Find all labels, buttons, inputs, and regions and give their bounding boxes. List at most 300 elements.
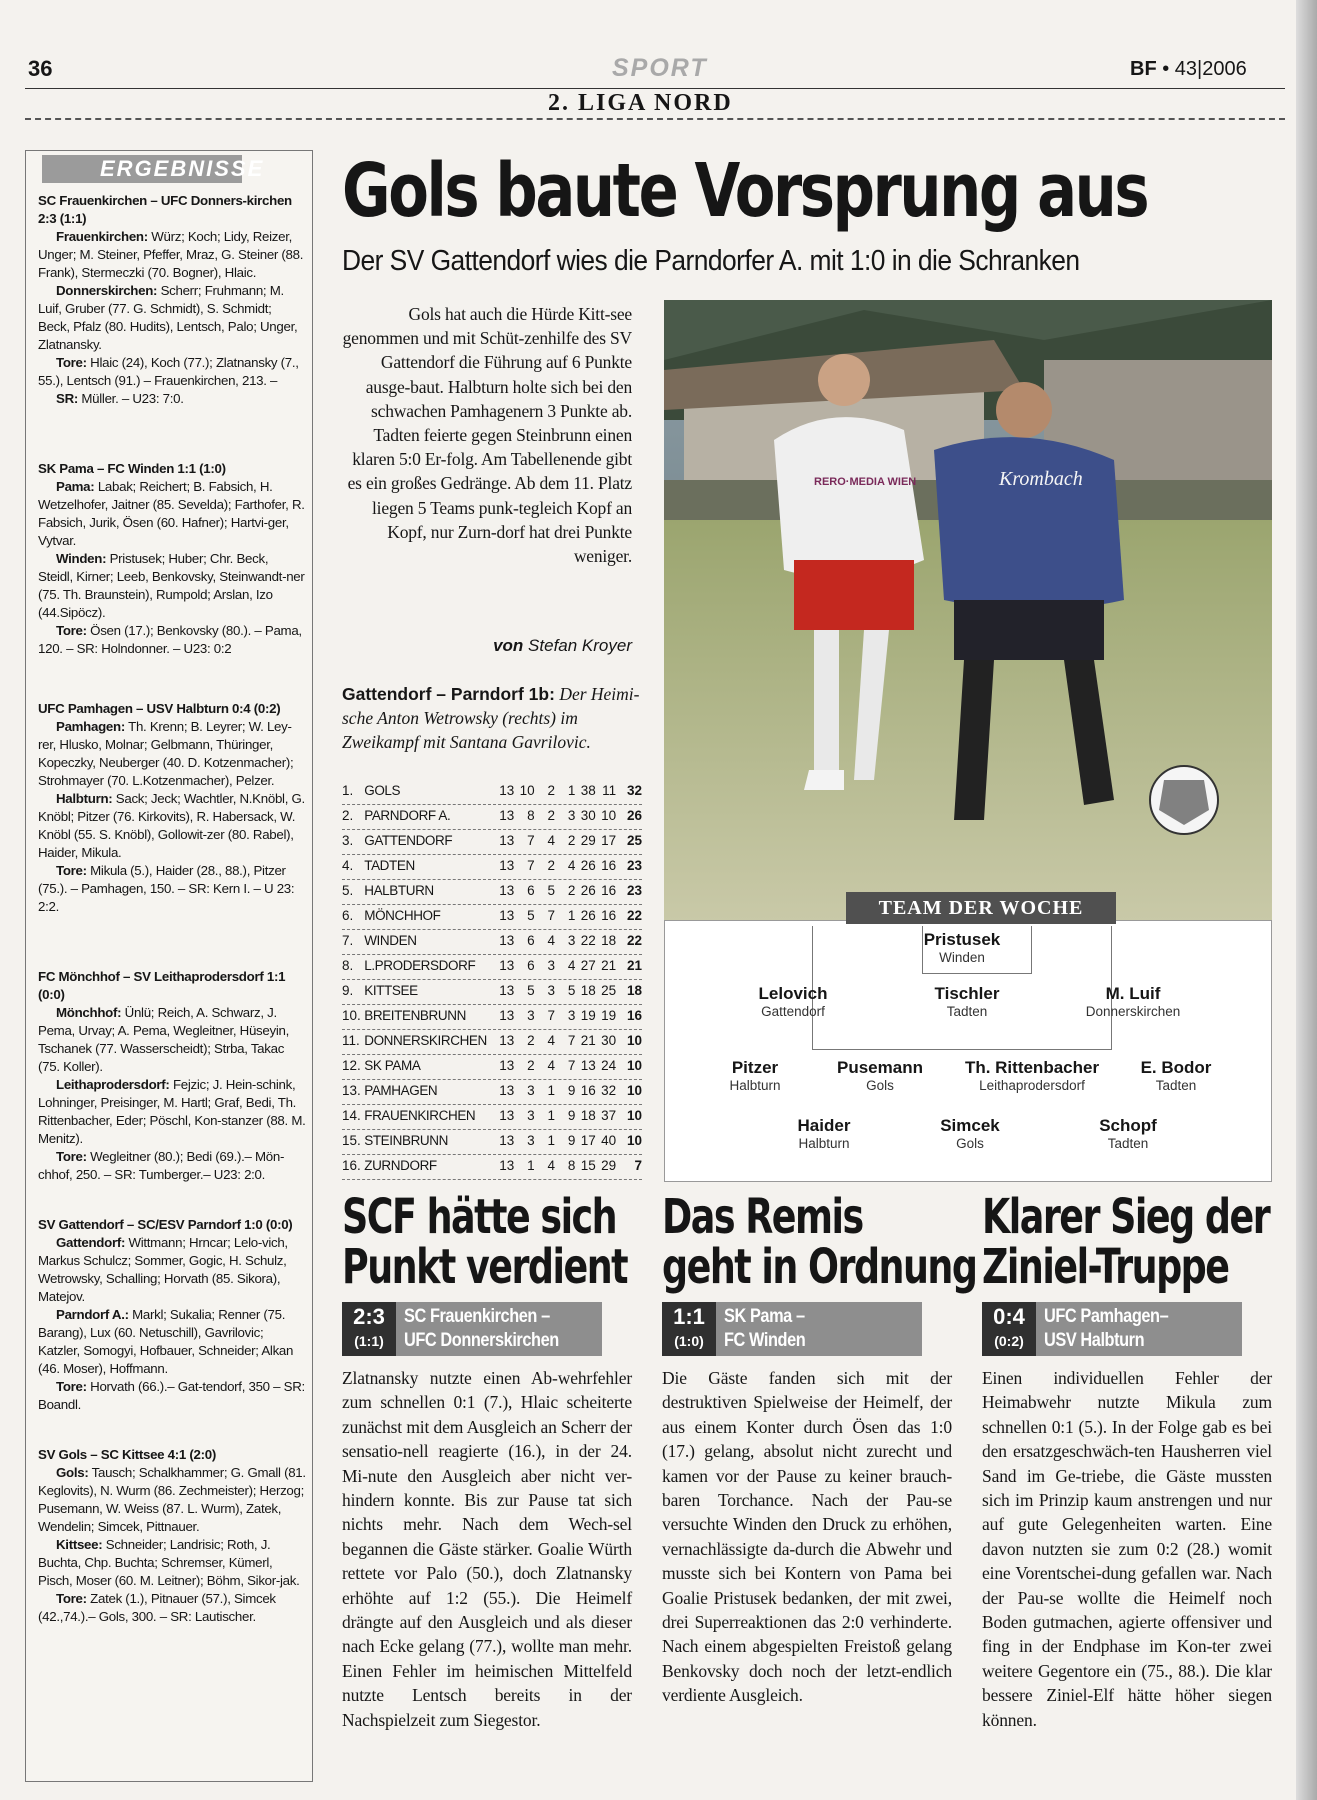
result-line-label: Pamhagen: — [56, 719, 125, 734]
result-line-text: Müller. – U23: 7:0. — [78, 391, 184, 406]
table-cell-pts: 7 — [634, 1158, 643, 1173]
report-text: Zlatnansky nutzte einen Ab-wehrfehler zum schnellen 0:1 (7.), Hlaic scheiterte zunächst mit dem Ausgleich an Scherr der sensatio-nell reagierte (16.), in der 24. Mi-nute den Ausgleich aber nicht ver-hindern konnte. Bis zur Pause tat sich nichts mehr. Nach dem Wech-sel begannen die Gäste stärker. Goalie Würth rettete vor Palo (50.), doch Zlatnansky erhöhte auf 1:2 (55.). Die Heimelf drängte auf den Ausgleich und als dieser nach Ecke gelang (77.), wollte man mehr. Einen Fehler im heimischen Mittelfeld nutzte Lentsch bereits in der Nachspielzeit zum Siegestor. — [342, 1368, 632, 1730]
table-cell-gf: 22 — [580, 933, 596, 948]
player-name: Th. Rittenbacher — [964, 1058, 1100, 1077]
report-score: 1:1 — [673, 1304, 705, 1329]
table-cell-pts: 22 — [626, 933, 643, 948]
table-cell-pos: 4. — [342, 858, 354, 873]
table-cell-gf: 13 — [580, 1058, 596, 1073]
table-cell-pts: 25 — [626, 833, 643, 848]
table-cell-pts: 10 — [626, 1133, 643, 1148]
result-line-text: Mikula (5.), Haider (28., 88.), Pitzer (75.). – Pamhagen, 150. – SR: Kern I. – U 23: 2:2. — [38, 863, 295, 914]
article-lead: Gols hat auch die Hürde Kitt-see genommen und mit Schüt-zenhilfe des SV Gattendorf die Führung auf 6 Punkte ausge-baut. Halbturn holte sich bei den schwachen Pamhagenern 3 Punkte ab. Tadten feierte gegen Steinbrunn einen klaren 5:0 Er-folg. Am Tabellenende gibt es ein großes Gedränge. Ab dem 11. Platz liegen 5 Teams punk-tegleich Kopf an Kopf, nur Zurn-dorf hat drei Punkte weniger. — [342, 304, 632, 567]
report-halftime: (1:1) — [354, 1333, 384, 1349]
report-score-box — [662, 1302, 716, 1356]
result-line — [38, 1076, 306, 1148]
player-club: Gattendorf — [761, 1004, 825, 1019]
table-cell-pts: 26 — [626, 808, 643, 823]
result-line-text: Fejzic; J. Hein-schink, Lohninger, Preisinger, M. Hartl; Graf, Bedi, Th. Rittenbacher, Eder; Pöschl, Kon-stanzer (88. M. Menitz). — [38, 1077, 306, 1146]
table-cell-pos: 5. — [342, 883, 354, 898]
result-line-text: Scherr; Fruhmann; M. Luif, Gruber (77. G. Schmidt), S. Schmidt; Beck, Pfalz (80. Hudits), Lentsch, Palo; Unger, Zlatnansky. — [38, 283, 298, 352]
table-cell-gf: 38 — [580, 783, 596, 798]
result-block — [38, 700, 306, 916]
report-score-bar — [982, 1302, 1242, 1356]
result-line-label: Tore: — [56, 1149, 87, 1164]
result-line-text: Th. Krenn; B. Leyrer; W. Ley-rer, Hlusko, Molnar; Gelbmann, Thüringer, Kopeczky, Neuberger (40. D. Kotzenmacher); Strohmayer (70. L.Kotzenmacher), Pelzer. — [38, 719, 294, 788]
table-cell-w: 3 — [527, 1133, 535, 1148]
report-score-box — [342, 1302, 396, 1356]
table-cell-l: 2 — [567, 833, 576, 848]
table-cell-ga: 10 — [601, 808, 617, 823]
player-club: Tadten — [946, 1004, 988, 1019]
result-line-label: SR: — [56, 391, 78, 406]
table-cell-gf: 21 — [580, 1033, 596, 1048]
table-cell-d: 3 — [547, 958, 555, 973]
table-cell-pts: 10 — [626, 1058, 643, 1073]
table-cell-pos: 12. — [342, 1058, 361, 1073]
table-cell-w: 8 — [527, 808, 535, 823]
table-cell-ga: 24 — [601, 1058, 617, 1073]
table-cell-l: 2 — [567, 883, 576, 898]
table-cell-gf: 26 — [580, 908, 596, 923]
table-cell-w: 6 — [527, 883, 535, 898]
table-cell-pos: 8. — [342, 958, 354, 973]
table-cell-p: 13 — [499, 1108, 515, 1123]
result-line — [38, 862, 306, 916]
result-line — [38, 390, 306, 408]
report-score: 2:3 — [353, 1304, 385, 1329]
table-cell-pos: 10. — [342, 1008, 361, 1023]
table-cell-p: 13 — [499, 808, 515, 823]
report-headline-line1: Das Remis — [662, 1189, 863, 1245]
result-title: SK Pama – FC Winden 1:1 (1:0) — [38, 461, 226, 476]
table-row — [342, 830, 642, 855]
table-cell-d: 3 — [547, 983, 555, 998]
result-line-text: Schneider; Landrisic; Roth, J. Buchta, Chp. Buchta; Schremser, Kümerl, Pisch, Moser (60. M. Leitner); Böhm, Sikor-jak. — [38, 1537, 300, 1588]
report-text: Die Gäste fanden sich mit der destruktiven Spielweise der Heimelf, der aus einem Konter durch Ösen das 1:0 (17.) gelang, absolut nicht zurecht und kamen vor der Pause zu keiner brauch-baren Torchance. Nach der Pau-se versuchte Winden den Druck zu erhöhen, vernachlässigte da-durch die Abwehr und musste sich bei Kontern von Pama bei Goalie Pristusek bedanken, der mit zwei, drei Superreaktionen das 2:0 verhinderte. Nach einem abgespielten Freistoß gelang Benkovsky doch noch der letzt-endlich verdiente Ausgleich. — [662, 1368, 952, 1706]
result-line — [38, 1536, 306, 1590]
result-line — [38, 354, 306, 390]
table-cell-w: 2 — [527, 1058, 535, 1073]
table-cell-w: 5 — [527, 983, 535, 998]
table-cell-pts: 23 — [626, 858, 643, 873]
table-row — [342, 1005, 642, 1030]
result-line-label: Halbturn: — [56, 791, 113, 806]
results-heading: ERGEBNISSE — [42, 155, 242, 183]
table-cell-ga: 11 — [602, 783, 617, 798]
table-row — [342, 1130, 642, 1155]
issue-label — [1130, 58, 1247, 81]
table-cell-pos: 7. — [342, 933, 354, 948]
table-cell-d: 4 — [547, 1158, 555, 1173]
result-title: SC Frauenkirchen – UFC Donners-kirchen 2:3 (1:1) — [38, 193, 292, 226]
table-cell-pos: 15. — [342, 1133, 361, 1148]
table-cell-p: 13 — [499, 1058, 515, 1073]
player-name: Pusemann — [837, 1058, 923, 1077]
table-cell-team: FRAUENKIRCHEN — [364, 1108, 476, 1123]
player-club: Gols — [866, 1078, 894, 1093]
table-cell-gf: 18 — [580, 983, 596, 998]
table-row — [342, 780, 642, 805]
result-line — [38, 228, 306, 282]
table-row — [342, 955, 642, 980]
result-line — [38, 282, 306, 354]
article-subhead: Der SV Gattendorf wies die Parndorfer A. mit 1:0 in die Schranken — [342, 245, 1080, 277]
table-cell-gf: 19 — [580, 1008, 596, 1023]
result-line-label: Winden: — [56, 551, 107, 566]
team-player — [890, 1116, 1050, 1151]
table-cell-gf: 16 — [580, 1083, 596, 1098]
result-line — [38, 550, 306, 622]
team-der-woche-title: TEAM DER WOCHE — [846, 892, 1116, 924]
result-line-label: Tore: — [56, 623, 87, 638]
report-score-bar — [662, 1302, 922, 1356]
result-line — [38, 1378, 306, 1414]
caption-text: Der Heimi-sche Anton Wetrowsky (rechts) im Zweikampf mit Santana Gavrilovic. — [342, 684, 640, 752]
report-team-2: UFC Donnerskirchen — [404, 1330, 559, 1351]
result-line — [38, 718, 306, 790]
table-cell-pts: 10 — [626, 1083, 643, 1098]
table-cell-team: WINDEN — [364, 933, 417, 948]
table-cell-team: PARNDORF A. — [364, 808, 451, 823]
result-line — [38, 478, 306, 550]
table-cell-ga: 30 — [601, 1033, 617, 1048]
table-cell-gf: 26 — [580, 858, 596, 873]
table-cell-l: 7 — [567, 1033, 576, 1048]
table-cell-pts: 22 — [626, 908, 643, 923]
result-line-text: Wittmann; Hrncar; Lelo-vich, Markus Schulcz; Sommer, Gogic, H. Schulz, Wetrowsky, Schalling; Horvath (85. Sikora), Matejov. — [38, 1235, 288, 1304]
result-line-text: Horvath (66.).– Gat-tendorf, 350 – SR: Boandl. — [38, 1379, 305, 1412]
player-name: Schopf — [1099, 1116, 1157, 1135]
table-cell-d: 1 — [547, 1083, 555, 1098]
result-line — [38, 1004, 306, 1076]
result-line-text: Hlaic (24), Koch (77.); Zlatnansky (7., 55.), Lentsch (91.) – Frauenkirchen, 213. – — [38, 355, 299, 388]
result-title: FC Mönchhof – SV Leithaprodersdorf 1:1 (0:0) — [38, 969, 286, 1002]
table-cell-w: 10 — [519, 783, 535, 798]
table-cell-l: 3 — [567, 1008, 576, 1023]
table-row — [342, 1030, 642, 1055]
result-line — [38, 1148, 306, 1184]
table-cell-p: 13 — [499, 833, 515, 848]
table-cell-l: 1 — [567, 783, 576, 798]
table-cell-w: 6 — [527, 958, 535, 973]
result-line-text: Sack; Jeck; Wachtler, N.Knöbl, G. Knöbl; Pitzer (76. Kirkovits), R. Habersack, W. Knöbl (55. S. Knöbl), Gollowit-zer (80. Rabel), Haider, Mikula. — [38, 791, 305, 860]
table-cell-team: PAMHAGEN — [364, 1083, 438, 1098]
report-headline-line2: Punkt verdient — [342, 1239, 628, 1295]
byline-prefix: von — [493, 636, 524, 655]
table-cell-pos: 9. — [342, 983, 354, 998]
report-headline-line1: Klarer Sieg der — [982, 1189, 1270, 1245]
report-team-2: FC Winden — [724, 1330, 806, 1351]
result-line — [38, 1306, 306, 1378]
team-player — [1048, 1116, 1208, 1151]
page-edge — [1296, 0, 1317, 1800]
table-cell-d: 4 — [547, 933, 555, 948]
table-cell-pts: 23 — [626, 883, 643, 898]
team-player — [1053, 984, 1213, 1019]
table-cell-pts: 32 — [626, 783, 643, 798]
team-player — [1096, 1058, 1256, 1093]
result-line — [38, 1590, 306, 1626]
table-cell-team: SK PAMA — [364, 1058, 421, 1073]
player-club: Halbturn — [729, 1078, 781, 1093]
table-cell-gf: 30 — [580, 808, 596, 823]
report-teams — [404, 1305, 559, 1353]
table-cell-w: 5 — [527, 908, 535, 923]
result-line-label: Tore: — [56, 863, 87, 878]
team-player — [713, 984, 873, 1019]
sponsor-right-text: Krombach — [999, 468, 1083, 490]
table-cell-w: 1 — [527, 1158, 535, 1173]
table-cell-d: 7 — [547, 908, 555, 923]
result-line — [38, 1464, 306, 1536]
table-cell-l: 3 — [567, 933, 576, 948]
table-cell-p: 13 — [499, 1083, 515, 1098]
table-row — [342, 1055, 642, 1080]
result-line-text: Labak; Reichert; B. Fabsich, H. Wetzelhofer, Jaitner (85. Sevelda); Farthofer, R. Fabsich, Jurik, Ösen (60. Hafner); Hartvi-ger, Vytvar. — [38, 479, 305, 548]
publication-name: BF — [1130, 58, 1157, 80]
result-line-label: Mönchhof: — [56, 1005, 122, 1020]
article-headline: Gols baute Vorsprung aus — [342, 148, 1148, 234]
table-cell-p: 13 — [499, 983, 515, 998]
table-cell-p: 13 — [499, 958, 515, 973]
result-block — [38, 968, 306, 1184]
table-cell-gf: 18 — [580, 1108, 596, 1123]
player-name: M. Luif — [1105, 984, 1161, 1003]
table-cell-w: 7 — [527, 833, 535, 848]
report-score-bar — [342, 1302, 602, 1356]
table-cell-d: 1 — [547, 1108, 555, 1123]
report-headline-line1: SCF hätte sich — [342, 1189, 617, 1245]
table-cell-pts: 10 — [626, 1033, 643, 1048]
table-cell-team: L.PRODERSDORF — [364, 958, 476, 973]
page-number: 36 — [28, 56, 53, 81]
table-cell-team: BREITENBRUNN — [364, 1008, 466, 1023]
table-cell-team: DONNERSKIRCHEN — [364, 1033, 487, 1048]
table-row — [342, 1105, 642, 1130]
table-cell-w: 3 — [527, 1083, 535, 1098]
result-block — [38, 1216, 306, 1414]
table-row — [342, 805, 642, 830]
table-cell-w: 7 — [527, 858, 535, 873]
table-cell-gf: 26 — [580, 883, 596, 898]
result-line-label: Gols: — [56, 1465, 89, 1480]
player-club: Tadten — [1107, 1136, 1149, 1151]
result-title: UFC Pamhagen – USV Halbturn 0:4 (0:2) — [38, 701, 281, 716]
table-cell-pos: 2. — [342, 808, 354, 823]
result-line-text: Tausch; Schalkhammer; G. Gmall (81. Keglovits), N. Wurm (86. Zechmeister); Herzog; Pusemann, W. Weiss (87. L. Wurm), Zatek, Wendelin; Simcek, Pittnauer. — [38, 1465, 306, 1534]
photo-caption — [342, 682, 642, 754]
table-cell-l: 8 — [567, 1158, 576, 1173]
table-cell-pos: 13. — [342, 1083, 361, 1098]
table-cell-ga: 16 — [601, 908, 617, 923]
issue-number: • 43|2006 — [1162, 58, 1247, 80]
table-cell-ga: 32 — [601, 1083, 617, 1098]
table-cell-pos: 16. — [342, 1158, 361, 1173]
table-cell-ga: 18 — [601, 933, 617, 948]
table-cell-d: 4 — [547, 833, 555, 848]
player-club: Winden — [939, 950, 985, 965]
table-cell-p: 13 — [499, 908, 515, 923]
table-cell-team: TADTEN — [364, 858, 415, 873]
result-line-label: Tore: — [56, 1379, 87, 1394]
result-line-label: Donnerskirchen: — [56, 283, 158, 298]
table-cell-l: 4 — [567, 858, 576, 873]
result-line-text: Ünlü; Reich, A. Schwarz, J. Pema, Urvay; A. Pema, Wegleitner, Hüseyin, Tschanek (77. Wasserscheidt); Strba, Takac (75. Koller). — [38, 1005, 289, 1074]
table-cell-pts: 18 — [626, 983, 643, 998]
result-line-text: Zatek (1.), Pitnauer (57.), Simcek (42.,74.).– Gols, 300. – SR: Lautischer. — [38, 1591, 276, 1624]
result-line-label: Parndorf A.: — [56, 1307, 129, 1322]
table-cell-ga: 21 — [601, 958, 617, 973]
player-name: E. Bodor — [1140, 1058, 1212, 1077]
report-halftime: (0:2) — [994, 1333, 1024, 1349]
table-cell-p: 13 — [499, 1158, 515, 1173]
result-line-label: Frauenkirchen: — [56, 229, 148, 244]
report-teams — [724, 1305, 805, 1353]
report-headline-line2: Ziniel-Truppe — [982, 1239, 1229, 1295]
table-cell-p: 13 — [499, 783, 515, 798]
result-line-label: Leithaprodersdorf: — [56, 1077, 170, 1092]
table-cell-p: 13 — [499, 1133, 515, 1148]
result-line — [38, 790, 306, 862]
table-row — [342, 855, 642, 880]
section-label: SPORT — [612, 54, 708, 82]
result-line-text: Pristusek; Huber; Chr. Beck, Steidl, Kirner; Leeb, Benkovsky, Steinwandt-ner (75. Th. Braunstein), Rumpold; Arslan, Izo (44.Sipöcz). — [38, 551, 305, 620]
table-cell-d: 7 — [547, 1008, 555, 1023]
table-cell-team: STEINBRUNN — [364, 1133, 448, 1148]
table-row — [342, 1155, 642, 1180]
table-cell-l: 9 — [567, 1133, 576, 1148]
table-cell-ga: 29 — [601, 1158, 617, 1173]
table-cell-l: 1 — [567, 908, 576, 923]
player-name: Lelovich — [758, 984, 828, 1003]
table-cell-ga: 19 — [601, 1008, 617, 1023]
table-cell-pos: 11. — [342, 1033, 360, 1048]
report-score-box — [982, 1302, 1036, 1356]
table-cell-w: 6 — [527, 933, 535, 948]
table-cell-ga: 16 — [601, 883, 617, 898]
table-cell-team: HALBTURN — [364, 883, 434, 898]
byline — [342, 636, 632, 656]
table-cell-p: 13 — [499, 1033, 515, 1048]
table-cell-d: 2 — [547, 808, 555, 823]
match-photo — [664, 300, 1272, 922]
team-player — [952, 1058, 1112, 1093]
result-block — [38, 1446, 306, 1626]
table-cell-ga: 17 — [601, 833, 617, 848]
rubric: 2. LIGA NORD — [548, 90, 733, 116]
table-cell-p: 13 — [499, 883, 515, 898]
table-cell-pos: 3. — [342, 833, 354, 848]
player-club: Halbturn — [798, 1136, 850, 1151]
result-line-label: Pama: — [56, 479, 95, 494]
result-line — [38, 1234, 306, 1306]
table-cell-pts: 16 — [626, 1008, 643, 1023]
table-cell-team: GOLS — [364, 783, 401, 798]
header-rule — [25, 88, 1285, 89]
header-dashed-rule — [25, 118, 1285, 120]
team-player — [887, 984, 1047, 1019]
table-cell-pts: 21 — [626, 958, 643, 973]
table-row — [342, 930, 642, 955]
result-line-text: Markl; Sukalia; Renner (75. Barang), Lux (60. Netuschill), Gavrilovic; Katzler, Somogyi, Hofbauer, Schneider; Alkan (46. Moser), Hoffmann. — [38, 1307, 294, 1376]
table-cell-ga: 16 — [601, 858, 617, 873]
result-line-text: Würz; Koch; Lidy, Reizer, Unger; M. Steiner, Pfeffer, Mraz, G. Steiner (88. Frank), Stermeczki (70. Bogner), Hlaic. — [38, 229, 304, 280]
table-cell-w: 3 — [527, 1008, 535, 1023]
table-cell-w: 3 — [527, 1108, 535, 1123]
table-cell-pts: 10 — [626, 1108, 643, 1123]
player-name: Simcek — [940, 1116, 1000, 1135]
result-line-label: Kittsee: — [56, 1537, 103, 1552]
report-team-2: USV Halbturn — [1044, 1330, 1145, 1351]
table-cell-l: 5 — [567, 983, 576, 998]
table-row — [342, 905, 642, 930]
table-row — [342, 880, 642, 905]
report-team-1: UFC Pamhagen– — [1044, 1306, 1169, 1327]
player-name: Pitzer — [731, 1058, 779, 1077]
league-table — [342, 780, 642, 1180]
team-player — [744, 1116, 904, 1151]
result-line-text: Ösen (17.); Benkovsky (80.). – Pama, 120. – SR: Holndonner. – U23: 0:2 — [38, 623, 302, 656]
table-cell-ga: 40 — [601, 1133, 617, 1148]
table-cell-gf: 15 — [580, 1158, 596, 1173]
table-cell-team: MÖNCHHOF — [364, 908, 441, 923]
table-cell-p: 13 — [499, 933, 515, 948]
table-cell-d: 2 — [547, 783, 555, 798]
table-cell-pos: 6. — [342, 908, 354, 923]
table-cell-d: 2 — [547, 858, 555, 873]
player-club: Donnerskirchen — [1085, 1004, 1181, 1019]
report-teams — [1044, 1305, 1168, 1353]
table-cell-pos: 14. — [342, 1108, 361, 1123]
table-cell-l: 9 — [567, 1108, 576, 1123]
table-cell-team: GATTENDORF — [364, 833, 453, 848]
team-player — [882, 930, 1042, 965]
player-club: Leithaprodersdorf — [979, 1078, 1085, 1093]
report-team-1: SC Frauenkirchen – — [404, 1306, 550, 1327]
player-name: Tischler — [934, 984, 1000, 1003]
table-cell-l: 4 — [567, 958, 576, 973]
table-cell-p: 13 — [499, 858, 515, 873]
report-score: 0:4 — [993, 1304, 1025, 1329]
player-name: Haider — [797, 1116, 851, 1135]
report-halftime: (1:0) — [674, 1333, 704, 1349]
table-cell-gf: 27 — [580, 958, 596, 973]
table-cell-d: 1 — [547, 1133, 555, 1148]
result-title: SV Gattendorf – SC/ESV Parndorf 1:0 (0:0) — [38, 1217, 293, 1232]
report-text: Einen individuellen Fehler der Heimabwehr nutzte Mikula zum schnellen 0:1 (5.). In der Folge gab es bei den ersatzgeschwäch-ten Hausherren viel Sand im Ge-triebe, die Gäste mussten sich im Prinzip kaum anstrengen und nur auf gute Gelegenheiten warten. Eine davon nutzten sie zum 0:2 (28.) womit eine Vorentschei-dung gefallen war. Nach der Pau-se wollte die Heimelf noch Boden gutmachen, agierte offensiver und fing in der Endphase im Kon-ter zwei weitere Gegentore ein (75., 88.). Die klar bessere Ziniel-Elf hätte höher siegen können. — [982, 1368, 1272, 1730]
table-row — [342, 980, 642, 1005]
table-cell-w: 2 — [527, 1033, 535, 1048]
table-cell-pos: 1. — [342, 783, 354, 798]
table-cell-team: ZURNDORF — [364, 1158, 437, 1173]
table-cell-d: 5 — [547, 883, 555, 898]
table-cell-l: 3 — [567, 808, 576, 823]
result-block — [38, 192, 306, 408]
result-line-label: Gattendorf: — [56, 1235, 126, 1250]
table-cell-d: 4 — [547, 1058, 555, 1073]
result-line — [38, 622, 306, 658]
byline-author: Stefan Kroyer — [528, 636, 632, 655]
result-line-text: Wegleitner (80.); Bedi (69.).– Mön-chhof, 250. – SR: Tumberger.– U23: 2:0. — [38, 1149, 285, 1182]
player-club: Tadten — [1155, 1078, 1197, 1093]
sponsor-left-text: RERO·MEDIA WIEN — [814, 476, 917, 488]
report-headline-line2: geht in Ordnung — [662, 1239, 977, 1295]
table-row — [342, 1080, 642, 1105]
report-team-1: SK Pama – — [724, 1306, 805, 1327]
result-line-label: Tore: — [56, 355, 87, 370]
result-title: SV Gols – SC Kittsee 4:1 (2:0) — [38, 1447, 216, 1462]
